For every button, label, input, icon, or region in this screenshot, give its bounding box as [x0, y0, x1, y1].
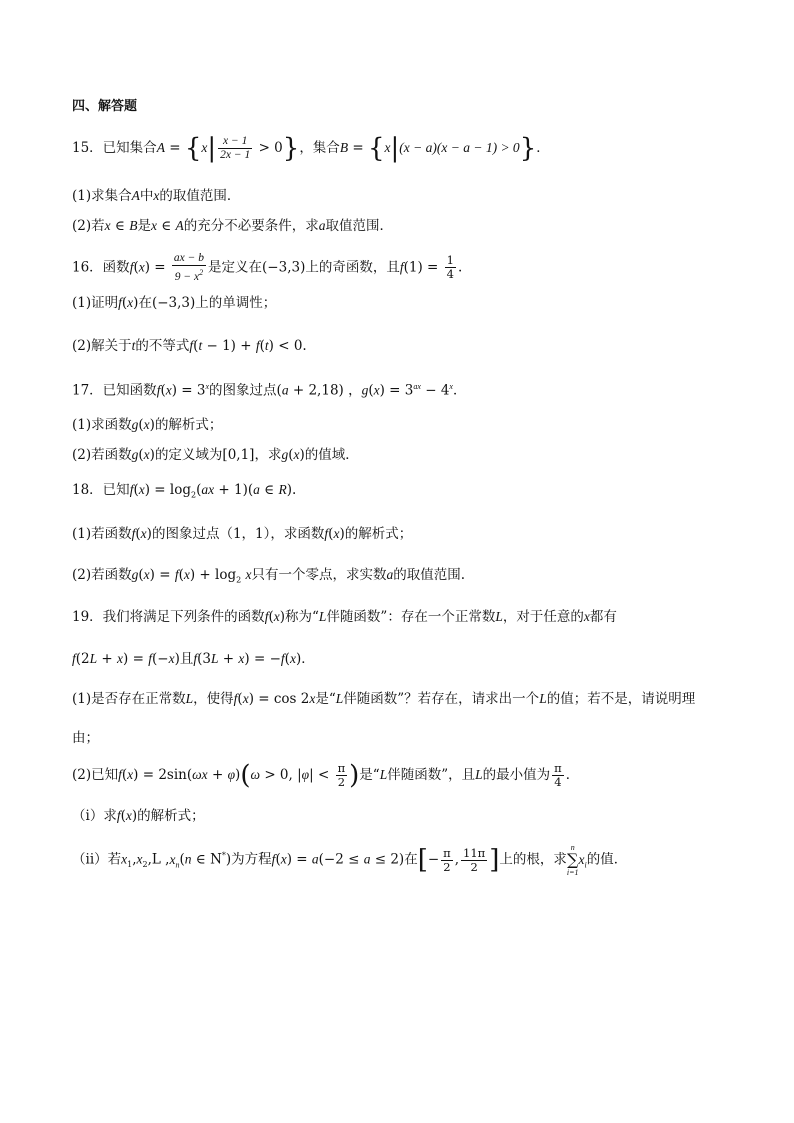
q16-stem: 16．函数f(x) = $\frac{ax - b}{9 - x^2}$ 是定义在(−3,3)上的奇函数，且f(1) = $\frac{1}{4}$ . — [72, 252, 463, 283]
q15-stem: 15．已知集合A = {x| $\frac{x - 1}{2x - 1}$ > 0}，集合B = {x|(x − a)(x − a − 1) > 0}． — [72, 133, 550, 164]
q19-part2: (2)已知f(x) = 2sin(ωx + φ)(ω > 0, |φ| < $\frac{\pi}{2}$ )是“L伴随函数”，且L的最小值为 $\frac{\pi}{4}$ ． — [72, 760, 580, 791]
q17-part2: (2)若函数g(x)的定义域为[0,1]，求g(x)的值域． — [72, 447, 359, 463]
q19-sub1: （i）求f(x)的解析式； — [72, 808, 205, 824]
q19-sub2: （ii）若$x_1,x_2,L$ $,x_n(n$ ∈ N*)为方程f(x) = a(−2 ≤ a ≤ 2)在[− $\frac{\pi}{2}$ , $\frac{11\pi}{2}$ ]上的根，求 n ∑ i=1 $x_i$的值． — [72, 843, 628, 877]
q18-part1: (1)若函数f(x)的图象过点（1，1），求函数f(x)的解析式； — [72, 526, 413, 542]
q19-part1: (1)是否存在正常数L，使得f(x) = cos 2x是“L伴随函数”？若存在，请求出一个L的值；若不是，请说明理 — [72, 691, 696, 707]
q19-condition: f(2L + x) = f(−x)且f(3L + x) = −f(x)． — [72, 651, 315, 667]
q18-stem: 18．已知$f(x) = \log_2(ax + 1)(a$ ∈ R). — [72, 482, 297, 500]
q15-part2: (2)若x ∈ B是x ∈ A的充分不必要条件，求a取值范围． — [72, 218, 394, 234]
q15-part1: (1)求集合A中x的取值范围． — [72, 188, 241, 204]
q17-part1: (1)求函数g(x)的解析式； — [72, 417, 223, 433]
q16-part1: (1)证明f(x)在(−3,3)上的单调性； — [72, 295, 277, 311]
q16-part2: (2)解关于t的不等式f(t − 1) + f(t) < 0. — [72, 338, 307, 354]
q19-stem: 19．我们将满足下列条件的函数f(x)称为“L伴随函数”：存在一个正常数L，对于任意的x都有 — [72, 609, 617, 625]
q17-stem: 17．已知函数$f(x) = 3^x$的图象过点(a + 2,18) ，$g(x) = 3^{ax} - 4^x$． — [72, 382, 467, 399]
q18-part2: (2)若函数$g(x) = f(x) + \log_2 x$只有一个零点，求实数a的取值范围. — [72, 567, 466, 585]
section-title: 四、解答题 — [72, 99, 138, 114]
q19-part1-cont: 由； — [72, 730, 99, 746]
